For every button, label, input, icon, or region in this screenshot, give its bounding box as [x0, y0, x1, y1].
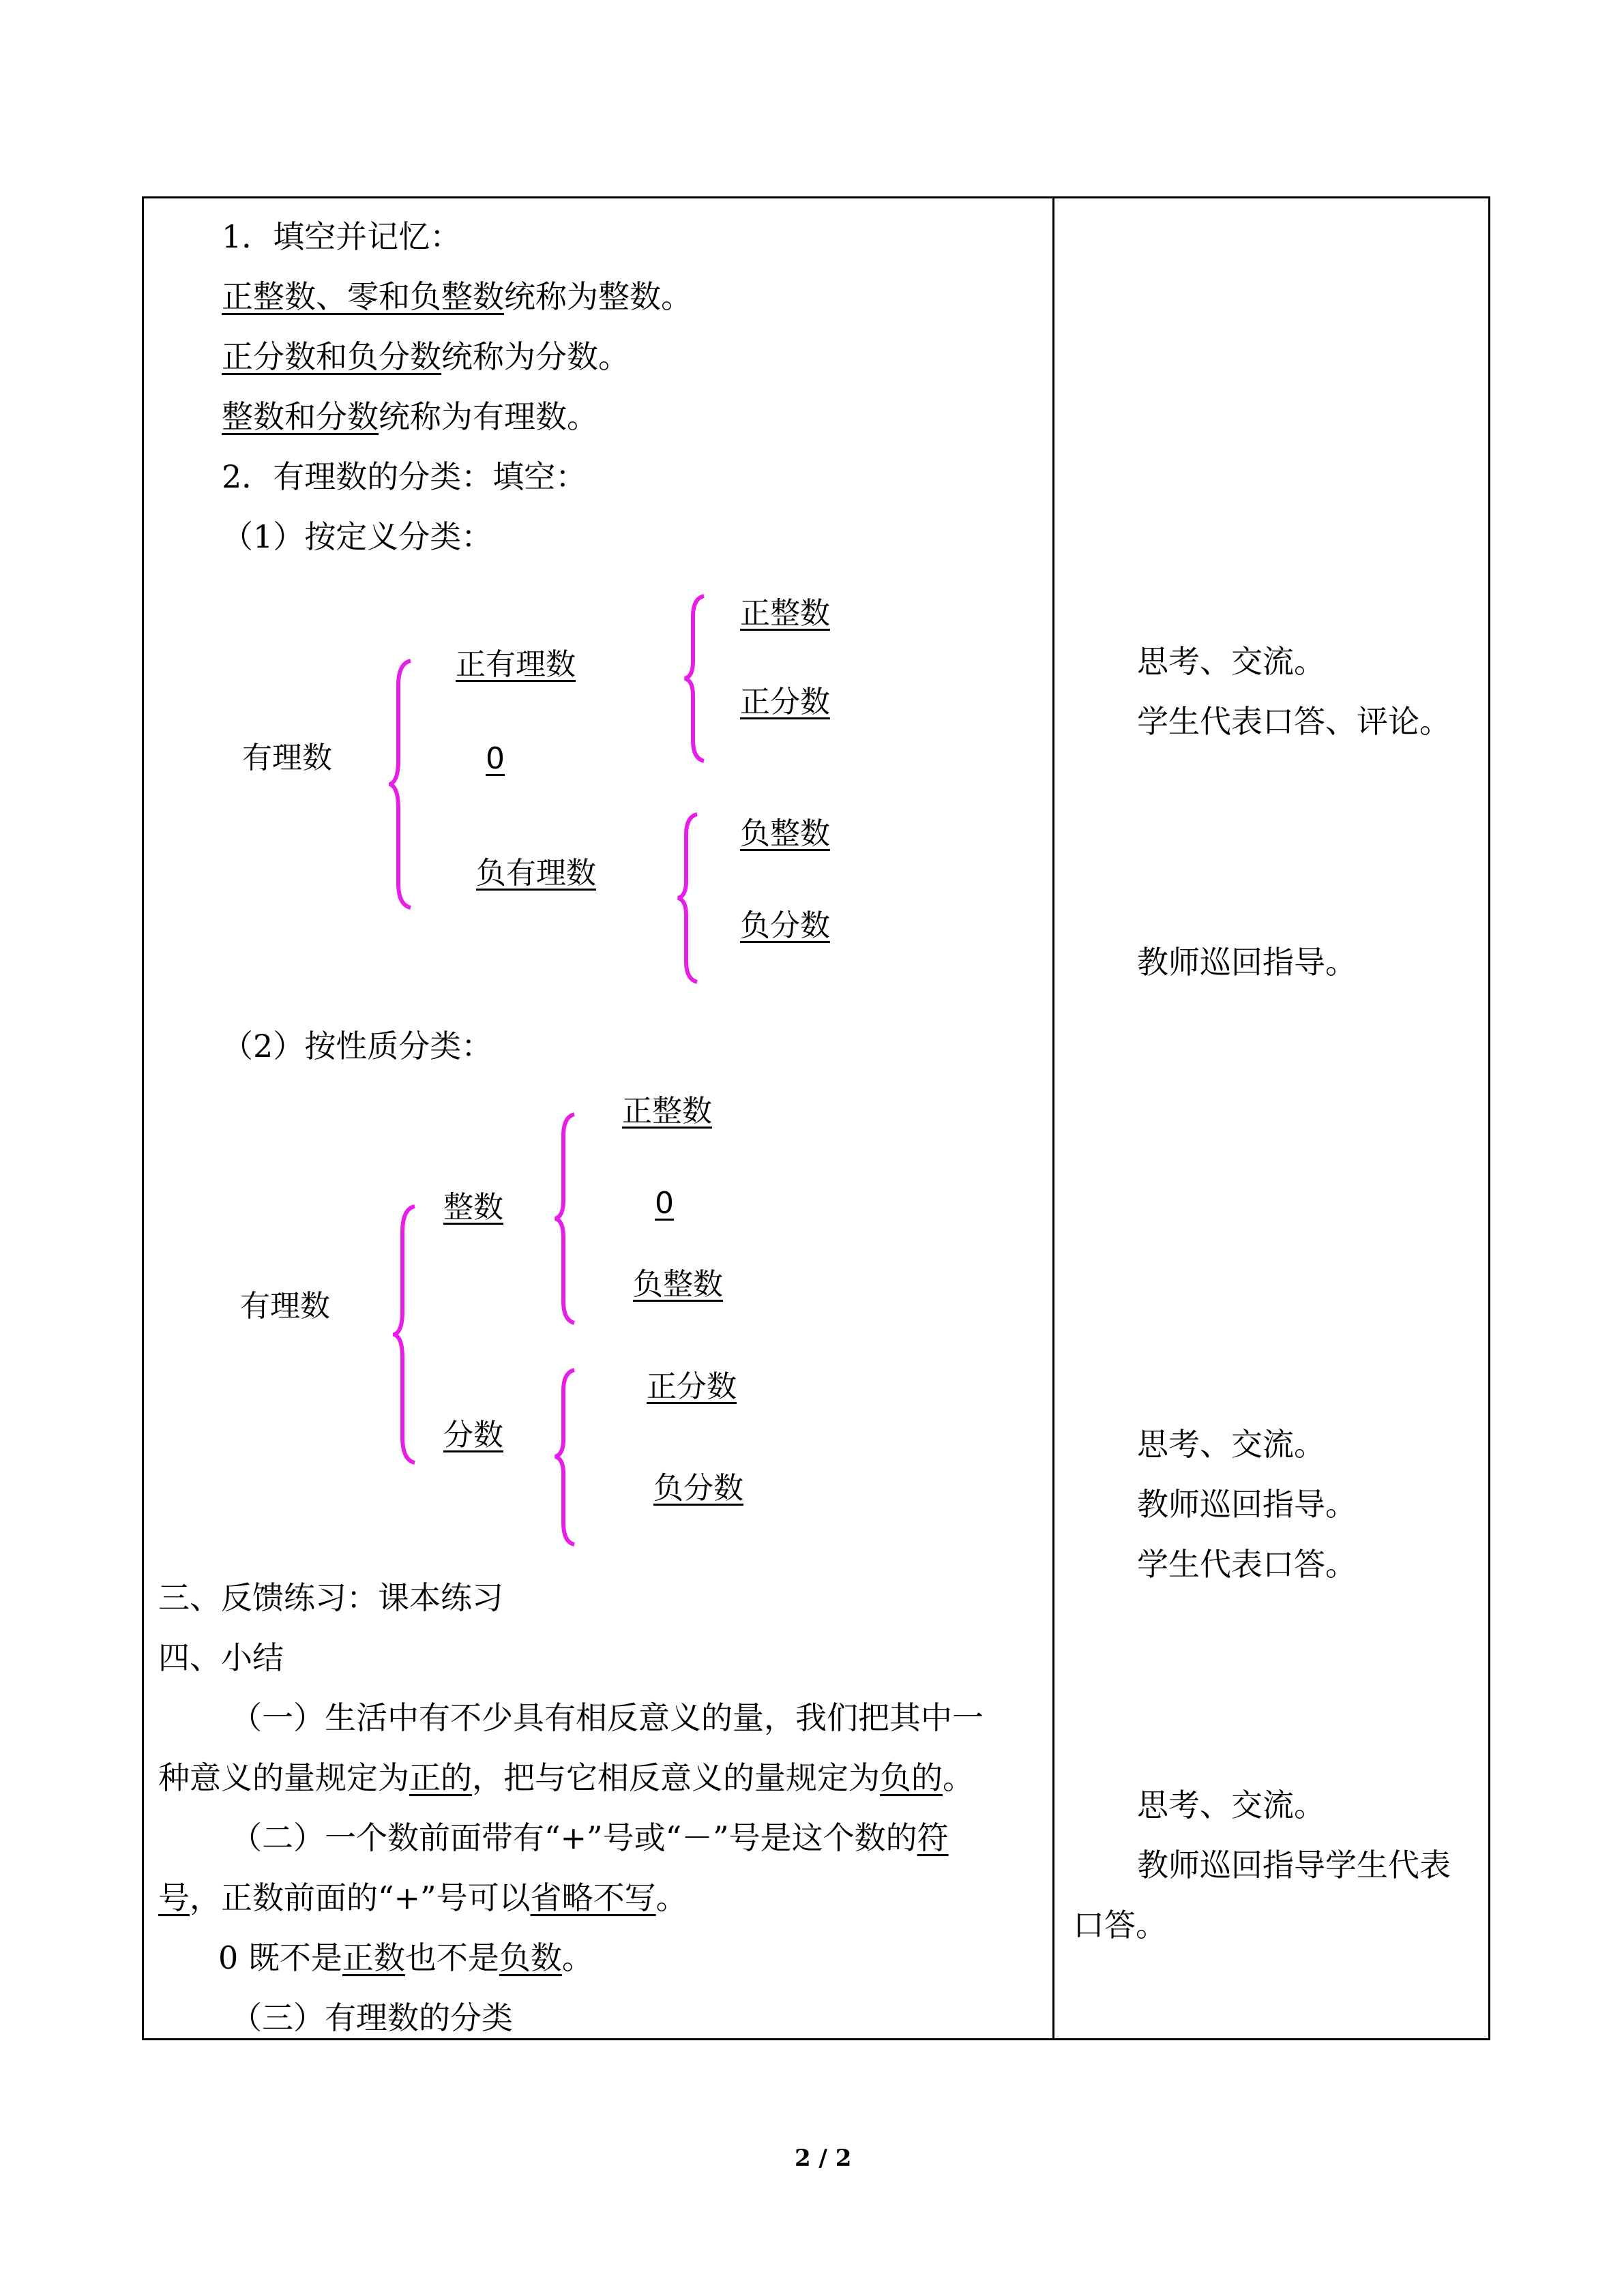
p2-text-a: （二）一个数前面带有“+”号或“－”号是这个数的: [231, 1819, 917, 1856]
p1-answer-positive: 正的: [409, 1759, 472, 1796]
d1-negative-integer: 负整数: [740, 816, 830, 851]
integer-line: [222, 276, 692, 317]
d1-negative-fraction: 负分数: [740, 908, 830, 943]
d1-positive-fraction: 正分数: [740, 685, 830, 719]
fraction-line-rest: 统称为分数。: [441, 338, 630, 375]
p3-text-a: 0 既不是: [218, 1939, 342, 1976]
d2-fraction-brace: [552, 1367, 580, 1548]
right-c2: 教师巡回指导学生代表: [1137, 1847, 1451, 1883]
item2-title: 2．有理数的分类：填空：: [222, 458, 587, 495]
summary-p2-line1: [231, 1817, 949, 1858]
right-c1: 思考、交流。: [1137, 1787, 1325, 1823]
item1-title: 1．填空并记忆：: [222, 218, 462, 255]
section3-heading: 三、反馈练习：课本练习: [158, 1579, 503, 1616]
d1-positive-integer: 正整数: [740, 596, 830, 631]
p2-answer-sign-part1: 符: [917, 1819, 949, 1856]
section4-heading: 四、小结: [158, 1639, 284, 1676]
d2-positive-fraction: 正分数: [647, 1369, 737, 1404]
classification2-title: （2）按性质分类：: [222, 1028, 493, 1064]
integer-answer: 正整数、零和负整数: [222, 278, 504, 315]
d1-negative-rational: 负有理数: [476, 856, 596, 891]
p2-answer-sign-part2: 号: [158, 1879, 190, 1916]
p3-text-c: 。: [561, 1939, 593, 1976]
fraction-line: [222, 336, 630, 377]
page-number: 2 / 2: [795, 2145, 852, 2172]
rational-line: [222, 396, 598, 437]
right-b3: 学生代表口答。: [1137, 1546, 1357, 1583]
p1-answer-negative: 负的: [880, 1759, 943, 1796]
d1-negative-brace: [675, 811, 703, 985]
d2-negative-integer: 负整数: [633, 1267, 723, 1302]
p1-text-c: ，把与它相反意义的量规定为: [472, 1759, 880, 1796]
rational-answer: 整数和分数: [222, 398, 379, 435]
d2-root-label: 有理数: [240, 1289, 330, 1324]
d1-zero: 0: [486, 741, 505, 776]
p3-answer-positive: 正数: [342, 1939, 405, 1976]
summary-p3: [218, 1937, 593, 1978]
d2-positive-integer: 正整数: [622, 1094, 712, 1129]
d2-zero: 0: [655, 1186, 674, 1221]
d1-main-brace: [389, 658, 416, 910]
p2-text-b: ，正数前面的“+”号可以: [190, 1879, 531, 1916]
column-divider: [1052, 196, 1054, 2040]
right-b2: 教师巡回指导。: [1137, 1486, 1357, 1523]
d1-positive-rational: 正有理数: [456, 647, 576, 682]
p1-text-b: 种意义的量规定为: [158, 1759, 409, 1796]
summary-p1-line1: （一）生活中有不少具有相反意义的量，我们把其中一: [231, 1699, 984, 1736]
integer-line-rest: 统称为整数。: [504, 278, 692, 315]
p3-text-b: 也不是: [404, 1939, 499, 1976]
fraction-answer: 正分数和负分数: [222, 338, 441, 375]
d2-integer: 整数: [443, 1190, 503, 1225]
p2-text-c: 。: [655, 1879, 688, 1916]
right-c3: 口答。: [1073, 1907, 1167, 1943]
p3-answer-negative: 负数: [499, 1939, 562, 1976]
summary-p1-line2: [158, 1757, 974, 1798]
classification1-title: （1）按定义分类：: [222, 518, 493, 555]
right-a2: 学生代表口答、评论。: [1137, 703, 1451, 740]
right-a1: 思考、交流。: [1137, 643, 1325, 680]
summary-p4: （三）有理数的分类: [231, 1999, 513, 2036]
right-b1: 思考、交流。: [1137, 1426, 1325, 1463]
d2-main-brace: [393, 1204, 420, 1466]
rational-line-rest: 统称为有理数。: [379, 398, 598, 435]
d1-root-label: 有理数: [242, 741, 332, 775]
d2-fraction: 分数: [443, 1418, 503, 1452]
d2-negative-fraction: 负分数: [653, 1471, 743, 1506]
p1-text-d: 。: [943, 1759, 974, 1796]
d2-integer-brace: [552, 1112, 580, 1326]
right-a3: 教师巡回指导。: [1137, 944, 1357, 981]
p2-answer-omit: 省略不写: [530, 1879, 656, 1916]
d1-positive-brace: [682, 593, 709, 764]
summary-p2-line2: [158, 1877, 688, 1918]
